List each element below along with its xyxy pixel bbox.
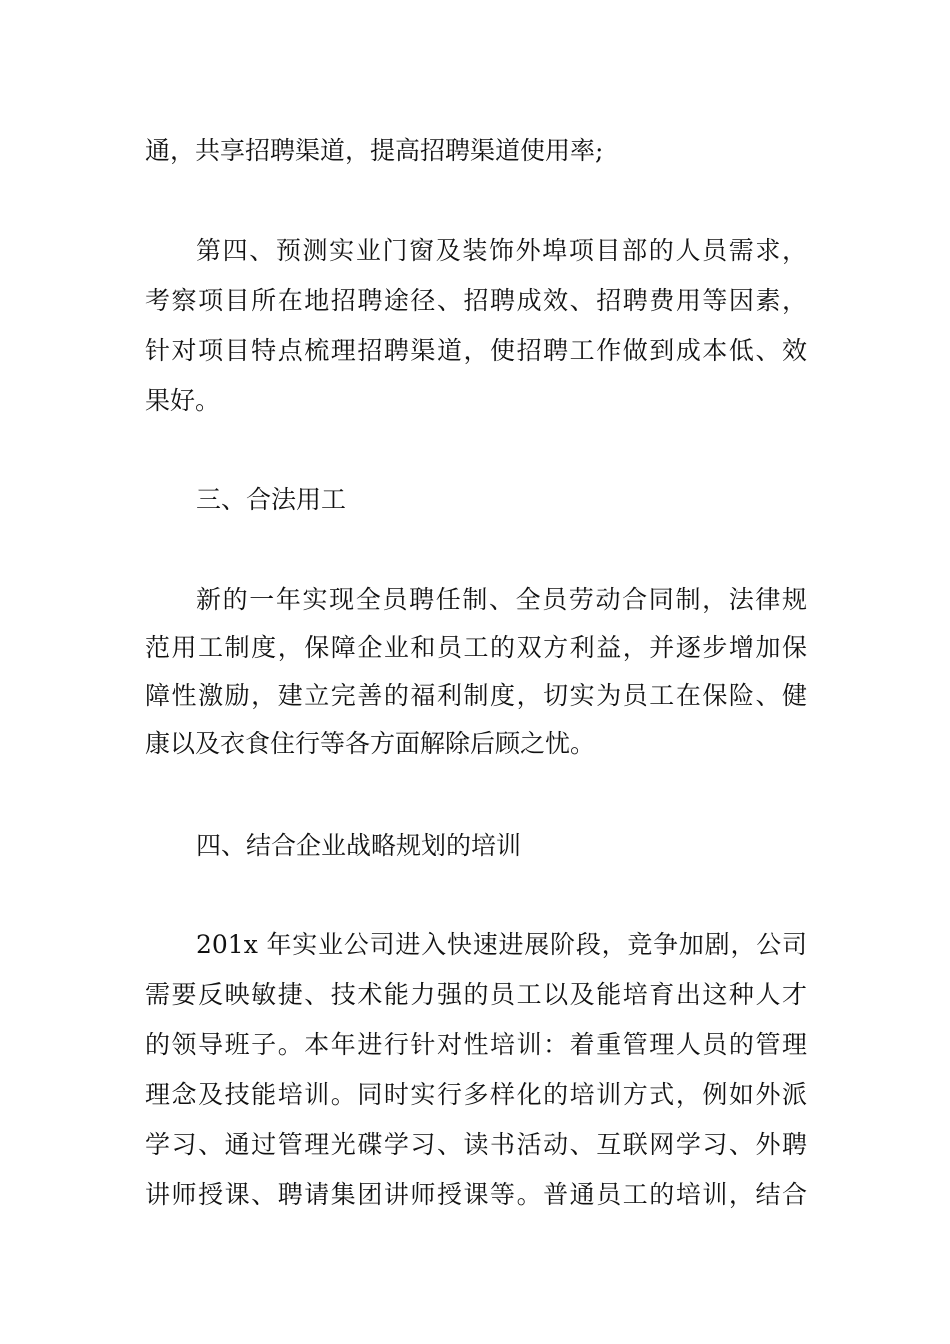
paragraph-line: 考察项目所在地招聘途径、招聘成效、招聘费用等因素，: [145, 286, 807, 315]
paragraph-line: 果好。: [145, 386, 221, 415]
section-heading: 四、结合企业战略规划的培训: [196, 831, 522, 860]
paragraph-line: 的领导班子。本年进行针对性培训：着重管理人员的管理: [145, 1030, 807, 1059]
paragraph-line: 讲师授课、聘请集团讲师授课等。普通员工的培训，结合: [145, 1180, 807, 1209]
paragraph-line: 理念及技能培训。同时实行多样化的培训方式，例如外派: [145, 1080, 807, 1109]
paragraph-line: 康以及衣食住行等各方面解除后顾之忧。: [145, 729, 596, 758]
paragraph-line: 学习、通过管理光碟学习、读书活动、互联网学习、外聘: [145, 1130, 807, 1159]
paragraph-line: 新的一年实现全员聘任制、全员劳动合同制，法律规: [196, 585, 807, 614]
section-heading: 三、合法用工: [196, 485, 347, 514]
paragraph-line: 201x 年实业公司进入快速进展阶段，竞争加剧，公司: [196, 930, 807, 959]
paragraph-line: 范用工制度，保障企业和员工的双方利益，并逐步增加保: [145, 633, 807, 662]
paragraph-line: 需要反映敏捷、技术能力强的员工以及能培育出这种人才: [145, 980, 807, 1009]
paragraph-line: 针对项目特点梳理招聘渠道，使招聘工作做到成本低、效: [145, 336, 807, 365]
paragraph-line: 障性激励，建立完善的福利制度，切实为员工在保险、健: [145, 681, 807, 710]
paragraph-line: 通，共享招聘渠道，提高招聘渠道使用率;: [145, 136, 604, 165]
paragraph-line: 第四、预测实业门窗及装饰外埠项目部的人员需求，: [196, 236, 807, 265]
